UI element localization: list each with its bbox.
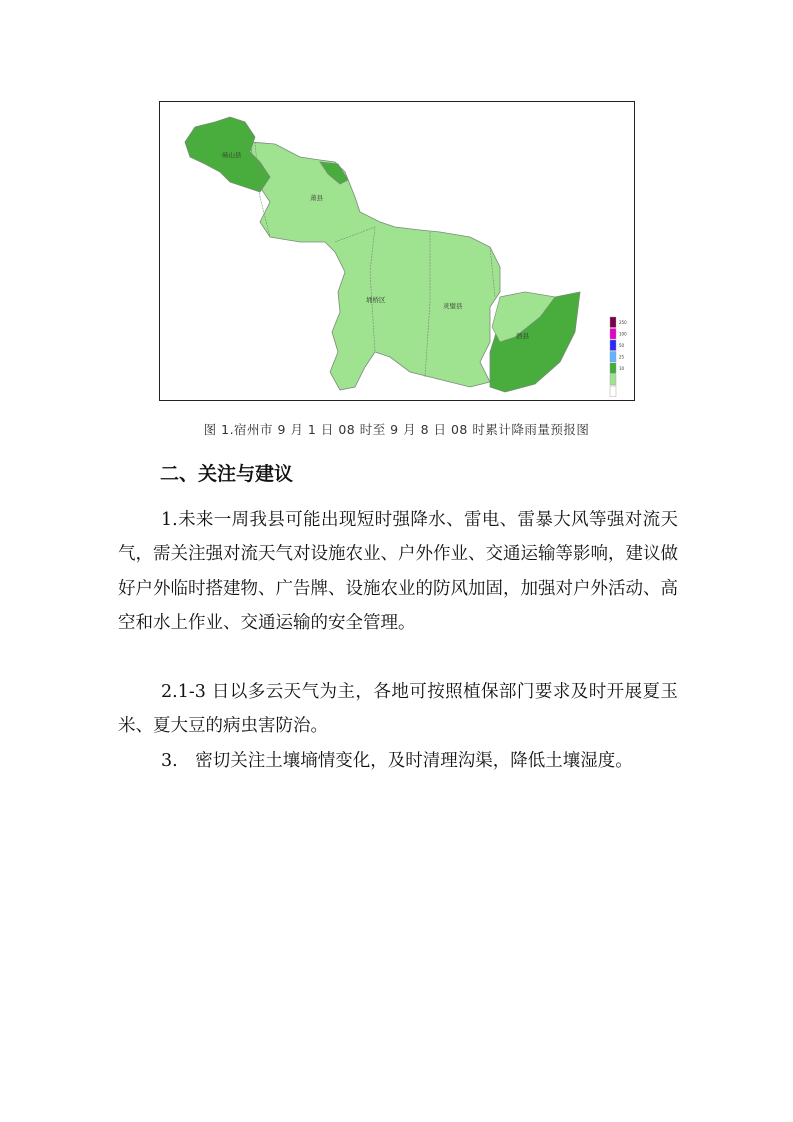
section-title: 二、关注与建议 [160,463,294,485]
legend-label: 25 [619,354,625,360]
paragraph-3: 3. 密切关注土壤墒情变化，及时清理沟渠，降低土壤湿度。 [161,751,633,771]
map-canvas [160,102,635,401]
light-rain-region [250,142,500,390]
legend-label: 50 [619,343,625,348]
legend-swatch [610,352,616,363]
legend-swatch [610,329,616,340]
paragraph-2: 2.1-3 日以多云天气为主，各地可按照植保部门要求及时开展夏玉米、夏大豆的病虫害防治。 [118,682,678,737]
district-label-yongqiao: 埇桥区 [366,296,386,304]
legend-swatch [610,317,616,328]
legend-label: 10 [619,366,625,371]
rainfall-forecast-map [159,101,635,401]
figure-caption: 图 1.宿州市 9 月 1 日 08 时至 9 月 8 日 08 时累计降雨量预报图 [203,422,590,437]
legend-swatch [610,386,616,397]
legend-swatch [610,340,616,351]
district-label-xiaoxian: 萧县 [310,194,323,202]
rainfall-legend [610,317,627,397]
paragraph-1: 1.未来一周我县可能出现短时强降水、雷电、雷暴大风等强对流天气，需关注强对流天气对设施农业、户外作业、交通运输等影响，建议做好户外临时搭建物、广告牌、设施农业的防风加固，加强对户外活动、高空和水上作业、交通运输的安全管理。 [118,510,678,634]
legend-swatch [610,363,616,374]
central-light-green-area [250,142,500,390]
legend-label: 250 [619,320,627,325]
district-label-dangshan: 砀山县 [222,151,242,159]
district-label-lingbi: 灵璧县 [443,302,463,310]
legend-label: 100 [619,331,627,337]
district-label-sixian: 泗县 [516,332,529,340]
legend-swatch [610,375,616,386]
